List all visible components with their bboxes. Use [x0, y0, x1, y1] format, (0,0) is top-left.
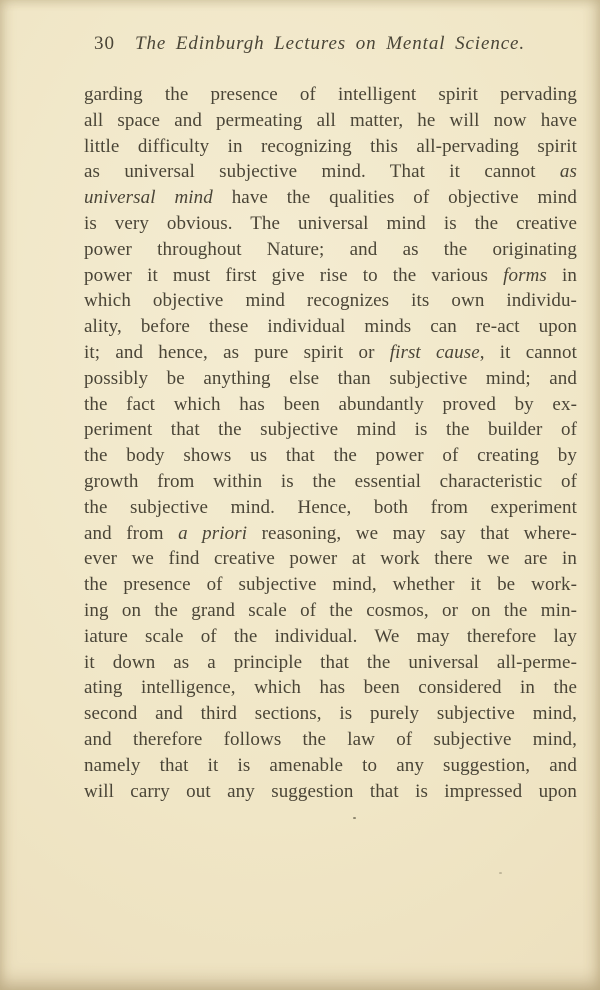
text-line: and from a priori reasoning, we may say that where- [84, 522, 577, 544]
text-line: ever we find creative power at work there we are in [84, 548, 577, 570]
text-line: all space and permeating all matter, he will now have [84, 109, 577, 131]
text-line: second and third sections, is purely subjective mind, [84, 703, 577, 725]
page-header [94, 33, 578, 55]
text-line: universal mind have the qualities of objective mind [84, 187, 577, 209]
page-number: 30 [94, 33, 115, 54]
text-line: ating intelligence, which has been considered in the [84, 677, 577, 699]
text-line: growth from within is the essential characteristic of [84, 470, 577, 492]
ink-speck [499, 872, 502, 874]
text-line: garding the presence of intelligent spirit pervading [84, 84, 577, 105]
text-line: it down as a principle that the universal all-perme- [84, 651, 577, 673]
running-title: The Edinburgh Lectures on Mental Science. [135, 33, 526, 54]
text-line: possibly be anything else than subjective mind; and [84, 367, 577, 389]
text-line: ality, before these individual minds can re-act upon [84, 316, 577, 338]
text-line: periment that the subjective mind is the builder of [84, 419, 577, 441]
text-line: the presence of subjective mind, whether it be work- [84, 574, 577, 596]
text-line: ing on the grand scale of the cosmos, or on the min- [84, 599, 577, 621]
text-line: as universal subjective mind. That it cannot as [84, 161, 577, 183]
text-line: it; and hence, as pure spirit or first cause, it cannot [84, 341, 577, 363]
text-line: power throughout Nature; and as the originating [84, 238, 577, 260]
text-line: is very obvious. The universal mind is the creative [84, 212, 577, 234]
page-body-text [84, 82, 577, 804]
text-line: little difficulty in recognizing this all-pervading spirit [84, 135, 577, 157]
text-line: and therefore follows the law of subjective mind, [84, 728, 577, 750]
text-line: the fact which has been abundantly proved by ex- [84, 393, 577, 415]
text-line: power it must first give rise to the various forms in [84, 264, 577, 286]
text-line: the body shows us that the power of creating by [84, 445, 577, 467]
ink-speck [353, 817, 356, 819]
text-line: will carry out any suggestion that is impressed upon [84, 780, 577, 802]
text-line: the subjective mind. Hence, both from experiment [84, 496, 577, 518]
text-line: which objective mind recognizes its own individu- [84, 290, 577, 312]
text-line: iature scale of the individual. We may therefore lay [84, 625, 577, 647]
text-line: namely that it is amenable to any suggestion, and [84, 754, 577, 776]
